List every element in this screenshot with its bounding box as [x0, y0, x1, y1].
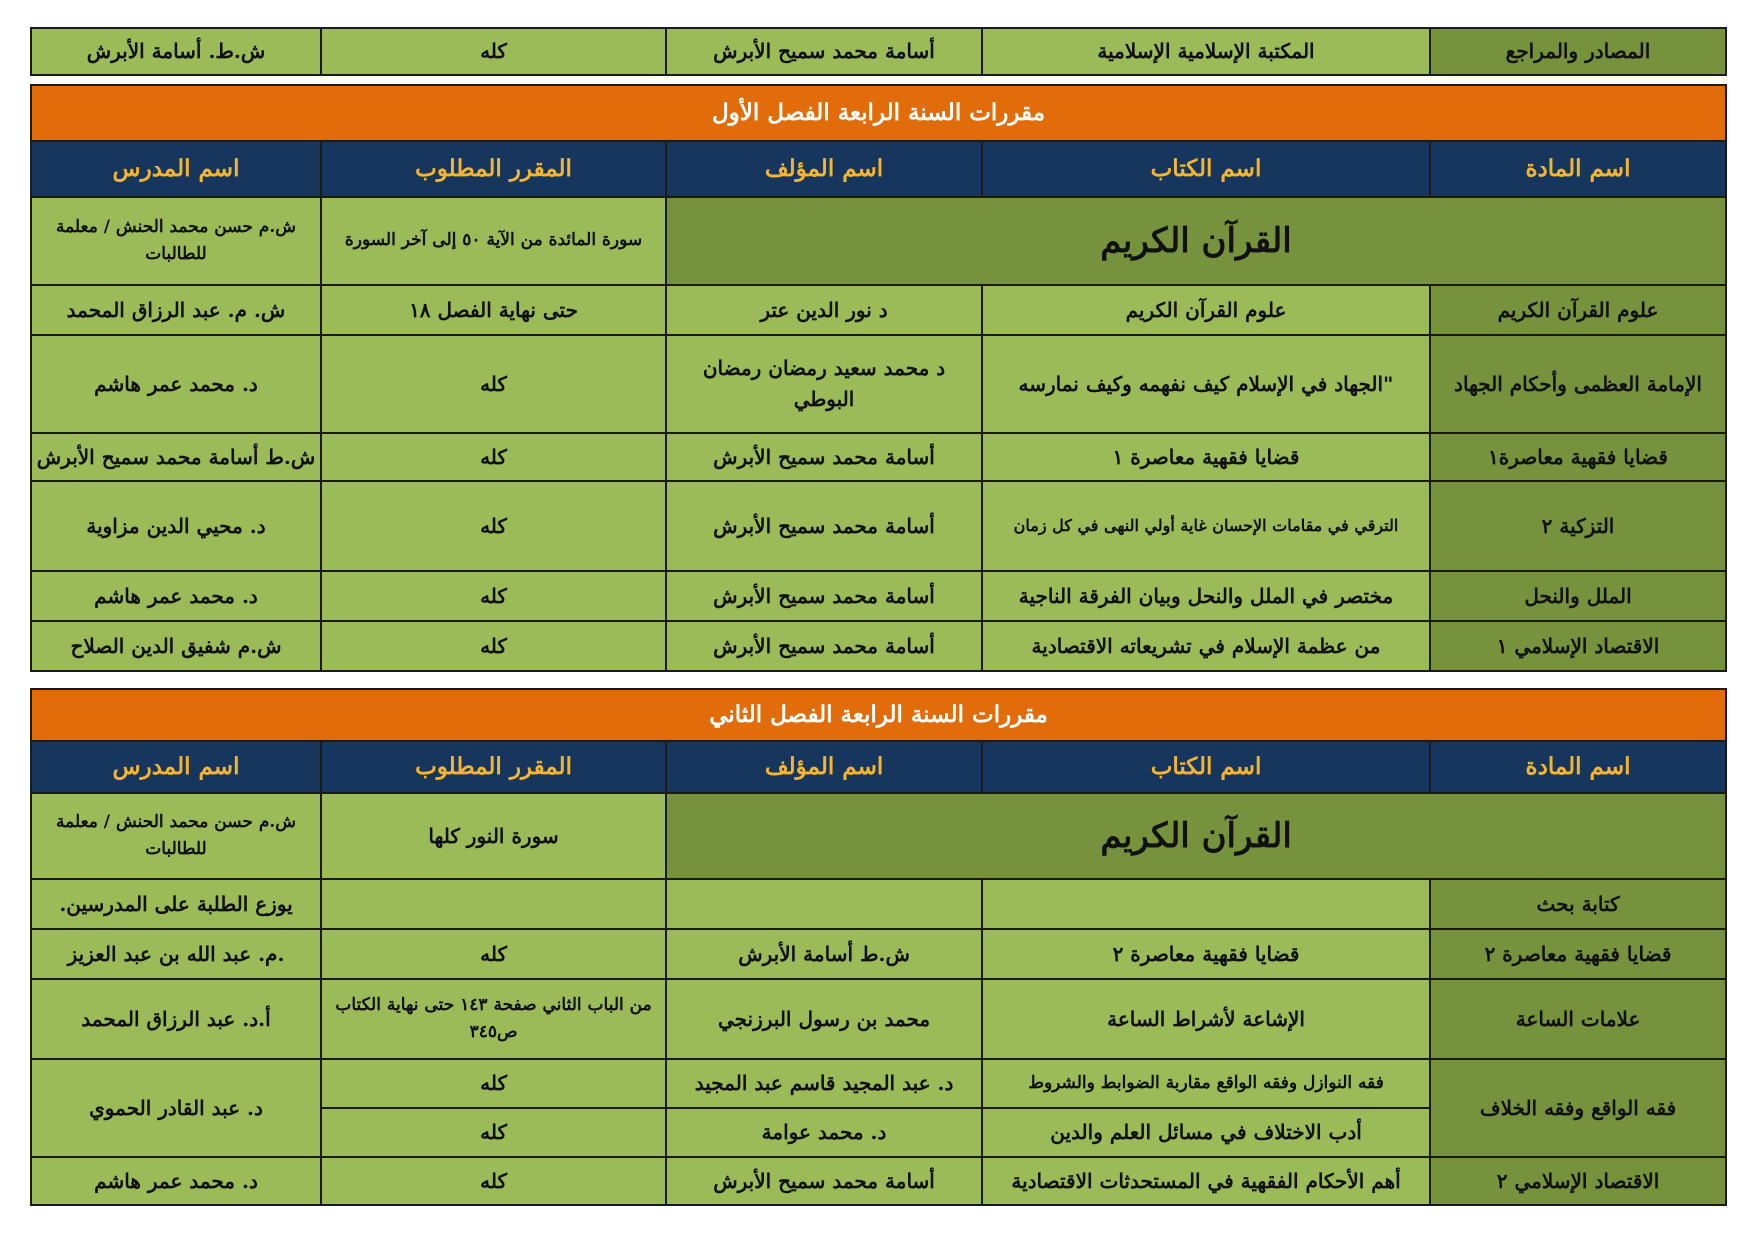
author-cell: ش.ط أسامة الأبرش [666, 929, 982, 979]
table-row [31, 285, 1726, 335]
table-row [31, 979, 1726, 1059]
subject-cell: الاقتصاد الإسلامي ١ [1430, 621, 1726, 671]
teacher-cell: د. محمد عمر هاشم [31, 1157, 321, 1205]
teacher-cell: ش.م شفيق الدين الصلاح [31, 621, 321, 671]
table-row [31, 571, 1726, 621]
quran-teacher: ش.م حسن محمد الحنش / معلمة للطالبات [31, 197, 321, 285]
teacher-cell: ش. م. عبد الرزاق المحمد [31, 285, 321, 335]
subject-cell: الاقتصاد الإسلامي ٢ [1430, 1157, 1726, 1205]
sources-label: المصادر والمراجع [1430, 28, 1726, 75]
author-cell: أسامة محمد سميح الأبرش [666, 1157, 982, 1205]
semester2-table [30, 688, 1727, 1206]
author-cell: محمد بن رسول البرزنجي [666, 979, 982, 1059]
header-book: اسم الكتاب [982, 141, 1430, 197]
sources-table [30, 27, 1727, 76]
author-cell: د. عبد المجيد قاسم عبد المجيد [666, 1059, 982, 1108]
table-row [31, 433, 1726, 481]
required-cell: كله [321, 621, 666, 671]
required-cell: كله [321, 929, 666, 979]
author-cell: د محمد سعيد رمضان رمضان البوطي [666, 335, 982, 433]
semester2-header-row [31, 741, 1726, 793]
subject-cell: قضايا فقهية معاصرة ٢ [1430, 929, 1726, 979]
table-row [31, 879, 1726, 929]
teacher-cell: .م. عبد الله بن عبد العزيز [31, 929, 321, 979]
book-cell: قضايا فقهية معاصرة ١ [982, 433, 1430, 481]
header-book: اسم الكتاب [982, 741, 1430, 793]
author-cell: أسامة محمد سميح الأبرش [666, 571, 982, 621]
quran-cell: القرآن الكريم [666, 793, 1726, 879]
subject-cell: التزكية ٢ [1430, 481, 1726, 571]
table-row [31, 621, 1726, 671]
book-cell: "الجهاد في الإسلام كيف نفهمه وكيف نمارسه [982, 335, 1430, 433]
table-row [31, 481, 1726, 571]
table-row [31, 1157, 1726, 1205]
teacher-cell: ش.ط أسامة محمد سميح الأبرش [31, 433, 321, 481]
required-cell [321, 879, 666, 929]
table-row [31, 1059, 1726, 1108]
subject-cell: كتابة بحث [1430, 879, 1726, 929]
book-cell: قضايا فقهية معاصرة ٢ [982, 929, 1430, 979]
quran-cell: القرآن الكريم [666, 197, 1726, 285]
book-cell: أهم الأحكام الفقهية في المستحدثات الاقتصادية [982, 1157, 1430, 1205]
sources-author: أسامة محمد سميح الأبرش [666, 28, 982, 75]
subject-cell: علوم القرآن الكريم [1430, 285, 1726, 335]
teacher-cell: يوزع الطلبة على المدرسين. [31, 879, 321, 929]
author-cell: أسامة محمد سميح الأبرش [666, 621, 982, 671]
required-cell: من الباب الثاني صفحة ١٤٣ حتى نهاية الكتاب ص٣٤٥ [321, 979, 666, 1059]
required-cell: كله [321, 1157, 666, 1205]
book-cell: من عظمة الإسلام في تشريعاته الاقتصادية [982, 621, 1430, 671]
semester1-title: مقررات السنة الرابعة الفصل الأول [31, 85, 1726, 141]
required-cell: حتى نهاية الفصل ١٨ [321, 285, 666, 335]
sources-teacher: ش.ط. أسامة الأبرش [31, 28, 321, 75]
teacher-cell: د. محمد عمر هاشم [31, 335, 321, 433]
subject-cell: فقه الواقع وفقه الخلاف [1430, 1059, 1726, 1157]
table-row [31, 335, 1726, 433]
quran-required: سورة المائدة من الآية ٥٠ إلى آخر السورة [321, 197, 666, 285]
subject-cell: علامات الساعة [1430, 979, 1726, 1059]
book-cell: علوم القرآن الكريم [982, 285, 1430, 335]
table-row [31, 793, 1726, 879]
subject-cell: قضايا فقهية معاصرة١ [1430, 433, 1726, 481]
sources-row [31, 28, 1726, 75]
book-cell: الترقي في مقامات الإحسان غاية أولي النهى في كل زمان [982, 481, 1430, 571]
author-cell: أسامة محمد سميح الأبرش [666, 433, 982, 481]
header-required: المقرر المطلوب [321, 141, 666, 197]
required-cell: كله [321, 1108, 666, 1157]
table-row [31, 929, 1726, 979]
author-cell [666, 879, 982, 929]
author-cell: أسامة محمد سميح الأبرش [666, 481, 982, 571]
required-cell: كله [321, 571, 666, 621]
teacher-cell: د. محمد عمر هاشم [31, 571, 321, 621]
quran-required: سورة النور كلها [321, 793, 666, 879]
teacher-cell: أ.د. عبد الرزاق المحمد [31, 979, 321, 1059]
book-cell [982, 879, 1430, 929]
header-author: اسم المؤلف [666, 141, 982, 197]
subject-cell: الإمامة العظمى وأحكام الجهاد [1430, 335, 1726, 433]
author-cell: د نور الدين عتر [666, 285, 982, 335]
table-row [31, 197, 1726, 285]
quran-teacher: ش.م حسن محمد الحنش / معلمة للطالبات [31, 793, 321, 879]
teacher-cell: د. عبد القادر الحموي [31, 1059, 321, 1157]
book-cell: أدب الاختلاف في مسائل العلم والدين [982, 1108, 1430, 1157]
sources-required: كله [321, 28, 666, 75]
required-cell: كله [321, 433, 666, 481]
required-cell: كله [321, 1059, 666, 1108]
sources-library: المكتبة الإسلامية الإسلامية [982, 28, 1430, 75]
semester2-title: مقررات السنة الرابعة الفصل الثاني [31, 689, 1726, 741]
required-cell: كله [321, 481, 666, 571]
book-cell: فقه النوازل وفقه الواقع مقاربة الضوابط والشروط [982, 1059, 1430, 1108]
header-teacher: اسم المدرس [31, 141, 321, 197]
subject-cell: الملل والنحل [1430, 571, 1726, 621]
header-teacher: اسم المدرس [31, 741, 321, 793]
header-subject: اسم المادة [1430, 141, 1726, 197]
teacher-cell: د. محيي الدين مزاوية [31, 481, 321, 571]
header-required: المقرر المطلوب [321, 741, 666, 793]
book-cell: الإشاعة لأشراط الساعة [982, 979, 1430, 1059]
semester1-header-row [31, 141, 1726, 197]
semester1-table [30, 84, 1727, 672]
book-cell: مختصر في الملل والنحل وبيان الفرقة الناجية [982, 571, 1430, 621]
author-cell: د. محمد عوامة [666, 1108, 982, 1157]
required-cell: كله [321, 335, 666, 433]
header-author: اسم المؤلف [666, 741, 982, 793]
header-subject: اسم المادة [1430, 741, 1726, 793]
